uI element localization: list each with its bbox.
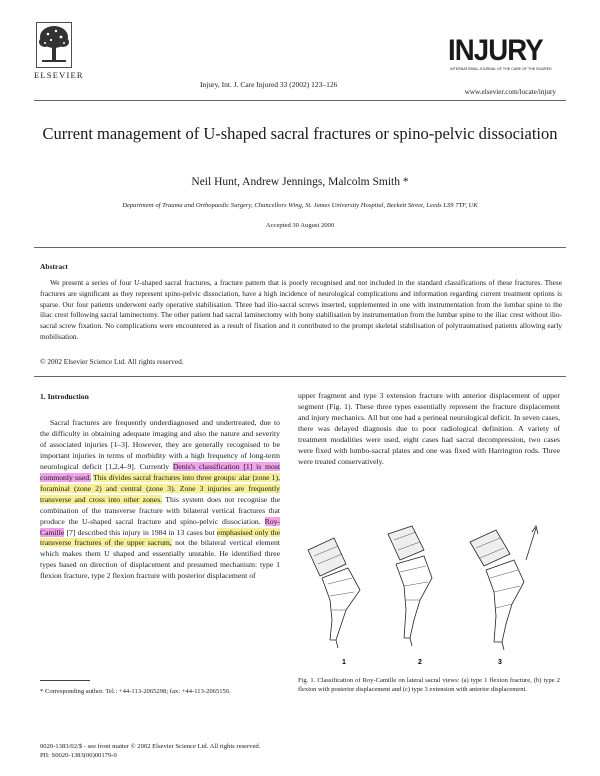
abstract-heading: Abstract [40, 262, 68, 271]
intro-text-e: not the bilateral vertical element which makes them U shaped and essentially unstable. He identified three types based on direction of displacement and presumed mechanism: type 1 flexion fracture, type 2 flexion fracture with posterior displacement of [40, 538, 280, 581]
header-divider [34, 100, 566, 101]
intro-left-column [40, 418, 280, 582]
figure-label-3: 3 [498, 659, 502, 666]
footer-copyright: 0020-1383/02/$ - see front matter © 2002 Elsevier Science Ltd. All rights reserved. [40, 743, 261, 750]
article-title: Current management of U-shaped sacral fractures or spino-pelvic dissociation [42, 124, 558, 143]
highlight-denis-classification: Denis's classification [1] is most commonly used. [40, 461, 280, 482]
highlight-zones: This divides sacral fractures into three groups: alar (zone 1), foraminal (zone 2) and central (zone 3). Zone 3 injuries are frequently transverse and cross into other zones. [40, 472, 280, 504]
sacrum-diagram-type-3 [470, 526, 538, 650]
figure-1-illustration [300, 520, 560, 670]
section-heading-introduction: 1. Introduction [40, 392, 89, 401]
footer-pii: PII: S0020-1383(00)00179-0 [40, 752, 117, 759]
abstract-text: We present a series of four U-shaped sacral fractures, a fracture pattern that is poorly recognised and not included in the standard classifications of these fractures. These fractures are significant as they represent spino-pelvic dissociation, have a high incidence of neurological complications and information regarding current treatment options is sparse. Our four patients underwent early operative stabilisation. Three had ilio-sacral screws inserted, supplemented in one with instrumentation from the lumbar spine to the iliac crest following sacral laminectomy. The other patient had sacral laminectomy with bony stabilisation by instrumentation from the lumbar spine to the iliac crest without ilio-sacral screw fixation. No complications were encountered as a result of fixation and it contributed to the prompt skeletal stabilisation of polytraumatised patients allowing early mobilisation. [40, 278, 562, 341]
journal-logo [448, 34, 558, 78]
page-footer [40, 742, 260, 760]
footnote-divider [40, 680, 90, 681]
accepted-date: Accepted 30 August 2000 [265, 222, 335, 229]
intro-right-column: upper fragment and type 3 extension fracture with anterior displacement of upper segment (Fig. 1). These three types essentially represent the fracture displacement and injury mechanics. All but one had a perineal neurological deficit. In seven cases, there was delayed diagnosis due to poor radiological definition. A variety of treatment modalities were used, eight cases had sacral decompression, two cases were fixed with lumbo-sacral plates and one was fixed with Harrington rods. Three were treated conservatively. [298, 391, 560, 466]
journal-url[interactable]: www.elsevier.com/locate/injury [464, 88, 556, 96]
intro-paragraph [40, 418, 280, 582]
journal-logo-word: INJURY [448, 34, 543, 67]
abstract-copyright: © 2002 Elsevier Science Ltd. All rights reserved. [40, 357, 184, 366]
highlight-roy-camille: Roy-Camille [40, 516, 280, 537]
intro-text-c: This system does not recognise the combination of the transverse fracture with bilateral vertical fractures that produce the U-shaped sacral fracture and spino-pelvic dissociation. [40, 494, 280, 526]
figure-label-2: 2 [418, 659, 422, 666]
sacrum-diagram-type-1 [308, 538, 360, 648]
elsevier-tree-logo [36, 22, 72, 68]
author-affiliation: Department of Trauma and Orthopaedic Surgery, Chancellors Wing, St. James University Hospital, Beckett Street, Leeds LS9 7TF, UK [122, 202, 478, 209]
journal-logo-subtitle: INTERNATIONAL JOURNAL OF THE CARE OF THE INJURED [450, 67, 552, 71]
corresponding-author-footnote: * Corresponding author. Tel.: +44-113-2065298; fax: +44-113-2065156. [40, 688, 231, 695]
highlight-transverse-fractures: emphasised only the transverse fractures of the upper sacrum, [40, 527, 280, 548]
abstract-bottom-divider [34, 376, 566, 377]
abstract-top-divider [34, 247, 566, 248]
intro-text-a: Sacral fractures are frequently underdiagnosed and undertreated, due to the difficulty in obtaining adequate imaging and also the nature and severity of associated injuries [1–3]. However, they are generally recognised to be important injuries in terms of morbidity with a high frequency of long-term neurological deficit [1,2,4–9]. Currently [40, 418, 280, 471]
figure-label-1: 1 [342, 659, 346, 666]
article-authors: Neil Hunt, Andrew Jennings, Malcolm Smith * [191, 176, 409, 188]
intro-text-d: [7] described this injury in 1984 in 13 cases but [64, 527, 217, 537]
journal-reference: Injury, Int. J. Care Injured 33 (2002) 123–126 [200, 80, 338, 89]
sacrum-diagram-type-2 [388, 526, 432, 646]
figure-1-caption: Fig. 1. Classification of Roy-Camille on lateral sacral views: (a) type 1 flexion fracture, (b) type 2 flexion with posterior displacement and (c) type 3 extension with anterior displacement. [298, 677, 560, 694]
publisher-name: ELSEVIER [34, 70, 84, 80]
